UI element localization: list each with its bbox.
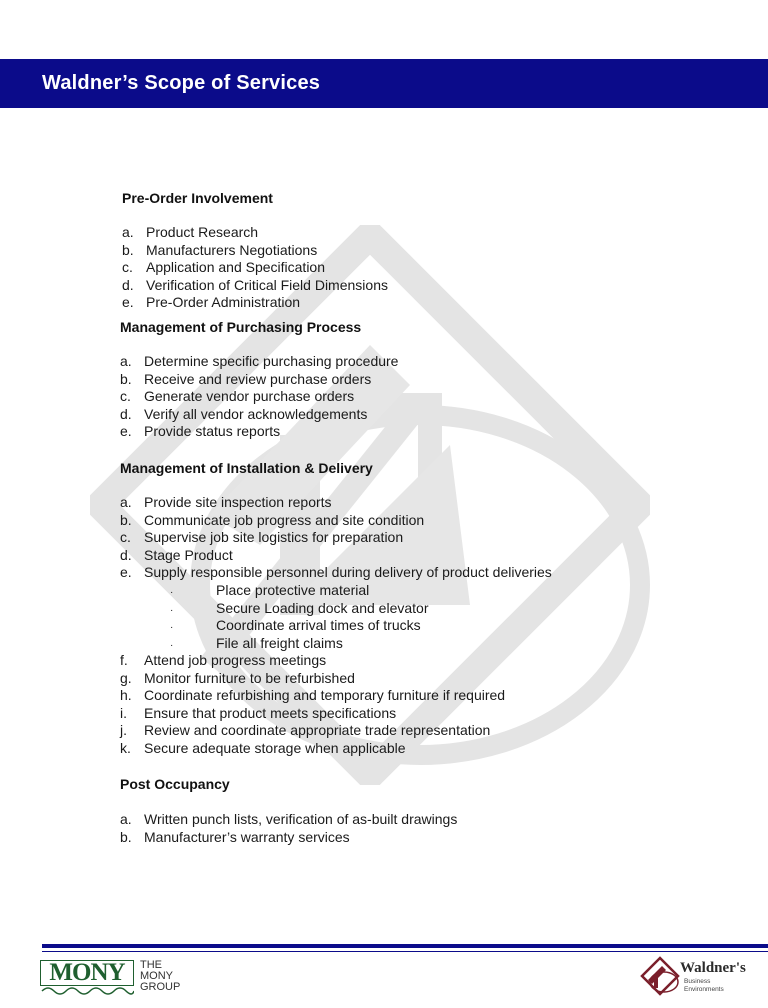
list-item-label: g.: [120, 669, 132, 686]
list-item-label: f.: [120, 652, 128, 668]
sub-list-item: [144, 635, 428, 653]
list-item-text: Review and coordinate appropriate trade representation: [144, 722, 491, 739]
list-item: [120, 371, 398, 389]
list-item-label: b.: [120, 511, 132, 528]
waldners-logo-subtitle: [684, 978, 724, 994]
list-item: [120, 388, 398, 406]
section-title-purchasing: Management of Purchasing Process: [120, 319, 362, 335]
list-item: [120, 811, 457, 829]
mony-logo-word: MONY: [40, 960, 134, 986]
list-item: [120, 547, 552, 565]
installation-list: [120, 494, 552, 582]
list-item: [120, 564, 552, 582]
list-item-text: Provide status reports: [144, 423, 281, 440]
list-item: [120, 652, 505, 670]
footer-rule-thick: [42, 944, 768, 948]
waldners-logo-name: Waldner's: [680, 960, 746, 976]
list-item-label: a.: [120, 353, 132, 369]
sub-list-item-text: Secure Loading dock and elevator: [216, 599, 429, 616]
list-item: [122, 242, 388, 260]
list-item: [120, 423, 398, 441]
list-item-label: c.: [120, 529, 131, 546]
list-item-text: Supervise job site logistics for preparation: [144, 529, 404, 546]
list-item-label: k.: [120, 739, 131, 756]
list-item: [122, 259, 388, 277]
list-item-text: Ensure that product meets specifications: [144, 704, 397, 721]
section-title-post-occupancy: Post Occupancy: [120, 776, 230, 792]
list-item-text: Communicate job progress and site condition: [144, 511, 425, 528]
list-item: [120, 722, 505, 740]
list-item: [120, 740, 505, 758]
list-item-label: b.: [122, 241, 134, 258]
list-item-text: Manufacturers Negotiations: [146, 241, 318, 258]
list-item-label: b.: [120, 828, 132, 845]
bullet-dot-icon: ·: [170, 622, 174, 634]
list-item: [122, 294, 388, 312]
list-item-label: h.: [120, 687, 132, 704]
list-item-text: Product Research: [146, 224, 259, 240]
list-item-label: a.: [122, 224, 134, 240]
list-item: [120, 512, 552, 530]
list-item-text: Secure adequate storage when applicable: [144, 739, 406, 756]
installation-sub-list: [144, 582, 428, 652]
footer-rule-thin: [42, 951, 768, 952]
list-item: [120, 353, 398, 371]
bullet-dot-icon: ·: [170, 639, 174, 651]
purchasing-list: [120, 353, 398, 441]
waldners-logo-sub-line: Environments: [684, 986, 724, 993]
list-item: [120, 529, 552, 547]
mony-group-text: [140, 960, 180, 993]
list-item-text: Provide site inspection reports: [144, 494, 332, 510]
list-item-label: d.: [122, 276, 134, 293]
list-item-label: d.: [120, 546, 132, 563]
mony-group-line: GROUP: [140, 981, 181, 993]
sub-list-item-text: File all freight claims: [216, 634, 343, 651]
list-item: [120, 705, 505, 723]
list-item-label: d.: [120, 405, 132, 422]
mony-group-line: THE: [140, 959, 162, 971]
list-item: [120, 829, 457, 847]
list-item-text: Pre-Order Administration: [146, 294, 301, 311]
list-item: [120, 406, 398, 424]
list-item-text: Stage Product: [144, 546, 233, 563]
list-item-label: e.: [122, 294, 134, 311]
waldners-emblem-icon: [640, 956, 680, 996]
post-occupancy-list: [120, 811, 457, 846]
waldners-logo-sub-line: Business: [684, 978, 711, 985]
list-item-text: Supply responsible personnel during delivery of product deliveries: [144, 564, 552, 581]
sub-list-item: [144, 582, 428, 600]
list-item-label: i.: [120, 704, 127, 721]
list-item: [120, 494, 552, 512]
list-item-label: a.: [120, 494, 132, 510]
list-item-text: Coordinate refurbishing and temporary furniture if required: [144, 687, 506, 704]
list-item: [120, 670, 505, 688]
list-item-text: Manufacturer’s warranty services: [144, 828, 350, 845]
list-item: [122, 224, 388, 242]
list-item-text: Receive and review purchase orders: [144, 370, 372, 387]
list-item-text: Verification of Critical Field Dimensions: [146, 276, 388, 293]
list-item-text: Monitor furniture to be refurbished: [144, 669, 355, 686]
mony-group-line: MONY: [140, 970, 173, 982]
sub-list-item: [144, 617, 428, 635]
list-item-label: e.: [120, 564, 132, 581]
mony-logo-icon: [40, 960, 180, 998]
list-item-text: Application and Specification: [146, 259, 326, 276]
installation-list-continued: [120, 652, 505, 758]
mony-scroll-icon: [40, 986, 134, 996]
waldners-logo-icon: [640, 954, 750, 1000]
list-item-label: c.: [122, 259, 133, 276]
list-item-label: a.: [120, 811, 132, 827]
bullet-dot-icon: ·: [170, 587, 174, 598]
list-item: [120, 687, 505, 705]
list-item-label: c.: [120, 388, 131, 405]
header-band: [0, 59, 768, 108]
list-item-label: e.: [120, 423, 132, 440]
list-item-label: b.: [120, 370, 132, 387]
page-title: Waldner’s Scope of Services: [42, 72, 321, 94]
list-item-text: Written punch lists, verification of as-built drawings: [144, 811, 458, 827]
list-item-label: j.: [120, 722, 127, 739]
section-title-pre-order: Pre-Order Involvement: [122, 190, 273, 206]
sub-list-item-text: Coordinate arrival times of trucks: [216, 617, 421, 634]
list-item: [122, 277, 388, 295]
sub-list-item-text: Place protective material: [216, 582, 370, 598]
list-item-text: Verify all vendor acknowledgements: [144, 405, 368, 422]
list-item-text: Attend job progress meetings: [144, 652, 327, 668]
list-item-text: Generate vendor purchase orders: [144, 388, 355, 405]
sub-list-item: [144, 600, 428, 618]
bullet-dot-icon: ·: [170, 604, 174, 616]
pre-order-list: [122, 224, 388, 312]
list-item-text: Determine specific purchasing procedure: [144, 353, 399, 369]
section-title-installation: Management of Installation & Delivery: [120, 460, 373, 476]
